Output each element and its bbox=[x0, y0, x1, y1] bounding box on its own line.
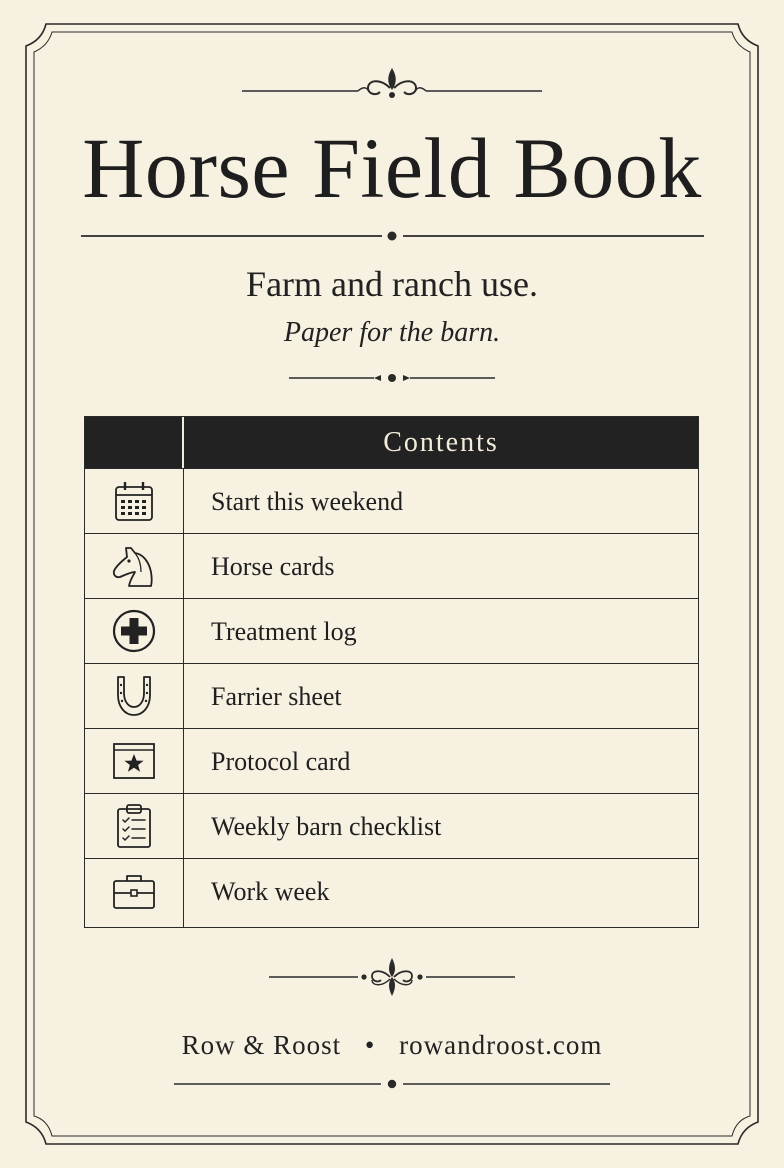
contents-row-horse-cards[interactable] bbox=[85, 533, 698, 598]
title-rule bbox=[80, 229, 705, 243]
footer bbox=[0, 1028, 784, 1062]
contents-row-treatment-log[interactable] bbox=[85, 598, 698, 663]
page-title: Horse Field Book bbox=[82, 120, 702, 216]
contents-item-label: Horse cards bbox=[211, 552, 335, 581]
medical-cross-icon bbox=[107, 609, 161, 653]
contents-row-start-this-weekend[interactable] bbox=[85, 468, 698, 533]
star-card-icon bbox=[107, 739, 161, 783]
horse-head-icon bbox=[107, 544, 161, 588]
briefcase-icon bbox=[107, 869, 161, 913]
contents-table bbox=[84, 416, 699, 928]
contents-row-work-week[interactable] bbox=[85, 858, 698, 923]
tagline: Paper for the barn. bbox=[283, 317, 501, 348]
calendar-icon bbox=[107, 479, 161, 523]
horseshoe-icon bbox=[107, 674, 161, 718]
footer-separator: • bbox=[364, 1030, 376, 1060]
bottom-flourish bbox=[268, 956, 516, 1000]
top-flourish bbox=[240, 66, 544, 102]
contents-row-protocol-card[interactable] bbox=[85, 728, 698, 793]
footer-rule bbox=[173, 1077, 611, 1091]
contents-item-label: Start this weekend bbox=[211, 487, 404, 516]
contents-item-label: Treatment log bbox=[211, 617, 357, 646]
contents-item-label: Work week bbox=[211, 877, 330, 906]
brand-name: Row & Roost bbox=[181, 1030, 342, 1060]
contents-row-weekly-barn-checklist[interactable] bbox=[85, 793, 698, 858]
contents-header bbox=[85, 417, 698, 468]
website-link[interactable]: rowandroost.com bbox=[399, 1030, 603, 1060]
clipboard-checklist-icon bbox=[107, 804, 161, 848]
contents-row-farrier-sheet[interactable] bbox=[85, 663, 698, 728]
subtitle: Farm and ranch use. bbox=[246, 264, 538, 304]
tagline-rule bbox=[288, 371, 496, 385]
contents-item-label: Farrier sheet bbox=[211, 682, 342, 711]
contents-item-label: Protocol card bbox=[211, 747, 351, 776]
contents-item-label: Weekly barn checklist bbox=[211, 812, 442, 841]
contents-heading: Contents bbox=[383, 427, 499, 458]
